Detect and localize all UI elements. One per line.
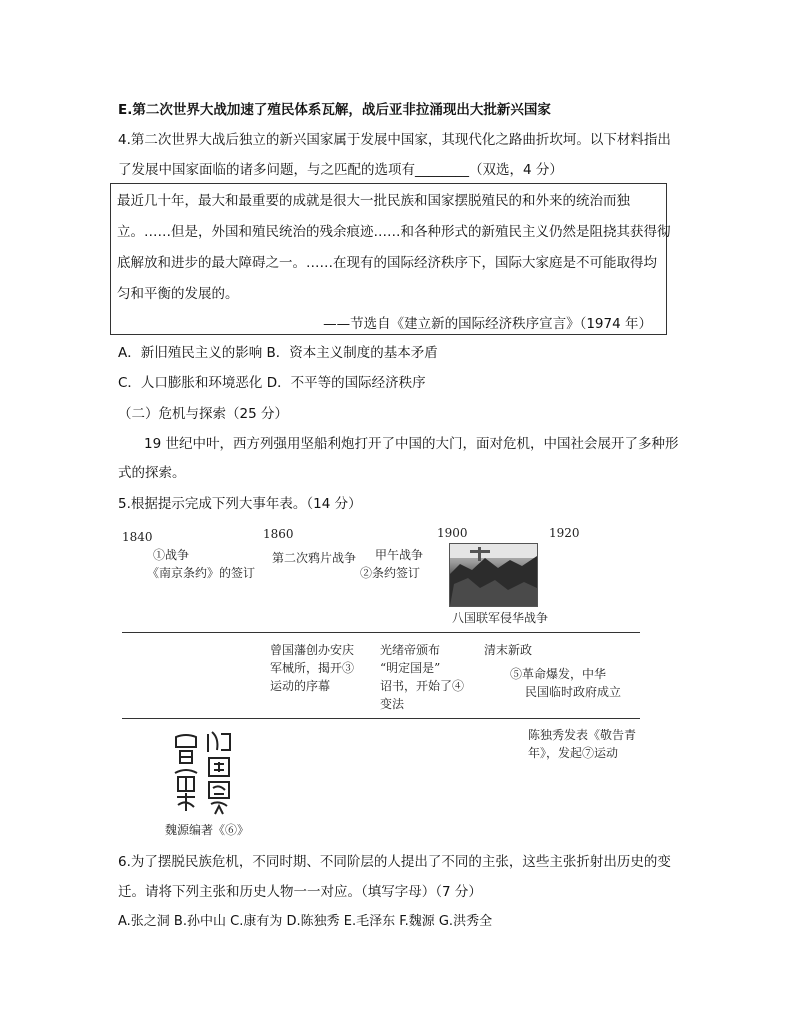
quote-box (110, 183, 671, 335)
seal-script-left-image (172, 733, 200, 813)
event-chen-duxiu-2: 年》，发起⑦运动 (528, 746, 619, 760)
event-war-1: ①战争 (153, 548, 190, 562)
event-reform-4: 变法 (380, 697, 405, 711)
event-anqing-3: 运动的序幕 (270, 679, 331, 693)
event-revolution-2: 民国临时政府成立 (525, 685, 622, 699)
options-a-b: A．新旧殖民主义的影响 B．资本主义制度的基本矛盾 (118, 345, 438, 361)
event-late-qing-reform: 清末新政 (484, 643, 533, 657)
event-anqing-1: 曾国藩创办安庆 (270, 643, 355, 657)
options-c-d: C．人口膨胀和环境恶化 D．不平等的国际经济秩序 (118, 375, 426, 391)
question-6-options: A.张之洞 B.孙中山 C.康有为 D.陈独秀 E.毛泽东 F.魏源 G.洪秀全 (118, 914, 493, 929)
timeline-divider-1 (122, 632, 640, 633)
year-1860: 1860 (263, 527, 294, 541)
section-2-heading: （二）危机与探索（25 分） (118, 406, 288, 422)
seal-script-right-image (205, 730, 233, 816)
event-second-opium-war: 第二次鸦片战争 (272, 551, 357, 565)
quote-line-1: 最近几十年，最大和最重要的成就是很大一批民族和国家摆脱殖民的和外来的统治而独 (117, 193, 630, 209)
year-1900: 1900 (437, 526, 468, 540)
section-2-intro-1: 19 世纪中叶，西方列强用坚船利炮打开了中国的大门，面对危机，中国社会展开了多种形 (144, 436, 679, 452)
quote-line-2: 立。……但是，外国和殖民统治的残余痕迹……和各种形式的新殖民主义仍然是阻挠其获得彻 (117, 224, 671, 240)
event-chen-duxiu-1: 陈独秀发表《敬告青 (528, 728, 637, 742)
event-treaty-2: ②条约签订 (360, 566, 421, 580)
event-nanjing-treaty: 《南京条约》的签订 (147, 566, 256, 580)
quote-line-4: 匀和平衡的发展的。 (117, 286, 239, 302)
year-1920: 1920 (549, 526, 580, 540)
section-2-intro-2: 式的探索。 (118, 465, 186, 481)
event-anqing-2: 军械所，揭开③ (270, 661, 355, 675)
event-weiyuan-book: 魏源编著《⑥》 (165, 823, 250, 837)
question-4-line-1: 4.第二次世界大战后独立的新兴国家属于发展中国家，其现代化之路曲折坎坷。以下材料指出 (118, 132, 671, 148)
timeline-divider-2 (122, 718, 640, 719)
year-1840: 1840 (122, 530, 153, 544)
question-4-line-2: 了发展中国家面临的诸多问题，与之匹配的选项有________（双选，4 分） (118, 162, 563, 178)
question-5: 5.根据提示完成下列大事年表。（14 分） (118, 496, 362, 512)
boxer-war-photo (449, 543, 538, 607)
question-6-line-1: 6.为了摆脱民族危机，不同时期、不同阶层的人提出了不同的主张，这些主张折射出历史的变 (118, 854, 671, 870)
question-6-line-2: 迁。请将下列主张和历史人物一一对应。（填写字母）（7 分） (118, 884, 482, 900)
quote-source: ——节选自《建立新的国际经济秩序宣言》（1974 年） (323, 316, 652, 332)
event-reform-1: 光绪帝颁布 (380, 643, 441, 657)
quote-line-3: 底解放和进步的最大障碍之一。……在现有的国际经济秩序下，国际大家庭是不可能取得均 (117, 255, 657, 271)
event-sino-japanese-war: 甲午战争 (375, 548, 424, 562)
event-reform-3: 诏书，开始了④ (380, 679, 465, 693)
event-eight-nation-alliance: 八国联军侵华战争 (452, 611, 549, 625)
option-e: E.第二次世界大战加速了殖民体系瓦解，战后亚非拉涌现出大批新兴国家 (118, 102, 551, 118)
event-revolution-1: ⑤革命爆发，中华 (510, 667, 607, 681)
event-reform-2: “明定国是” (380, 661, 441, 675)
